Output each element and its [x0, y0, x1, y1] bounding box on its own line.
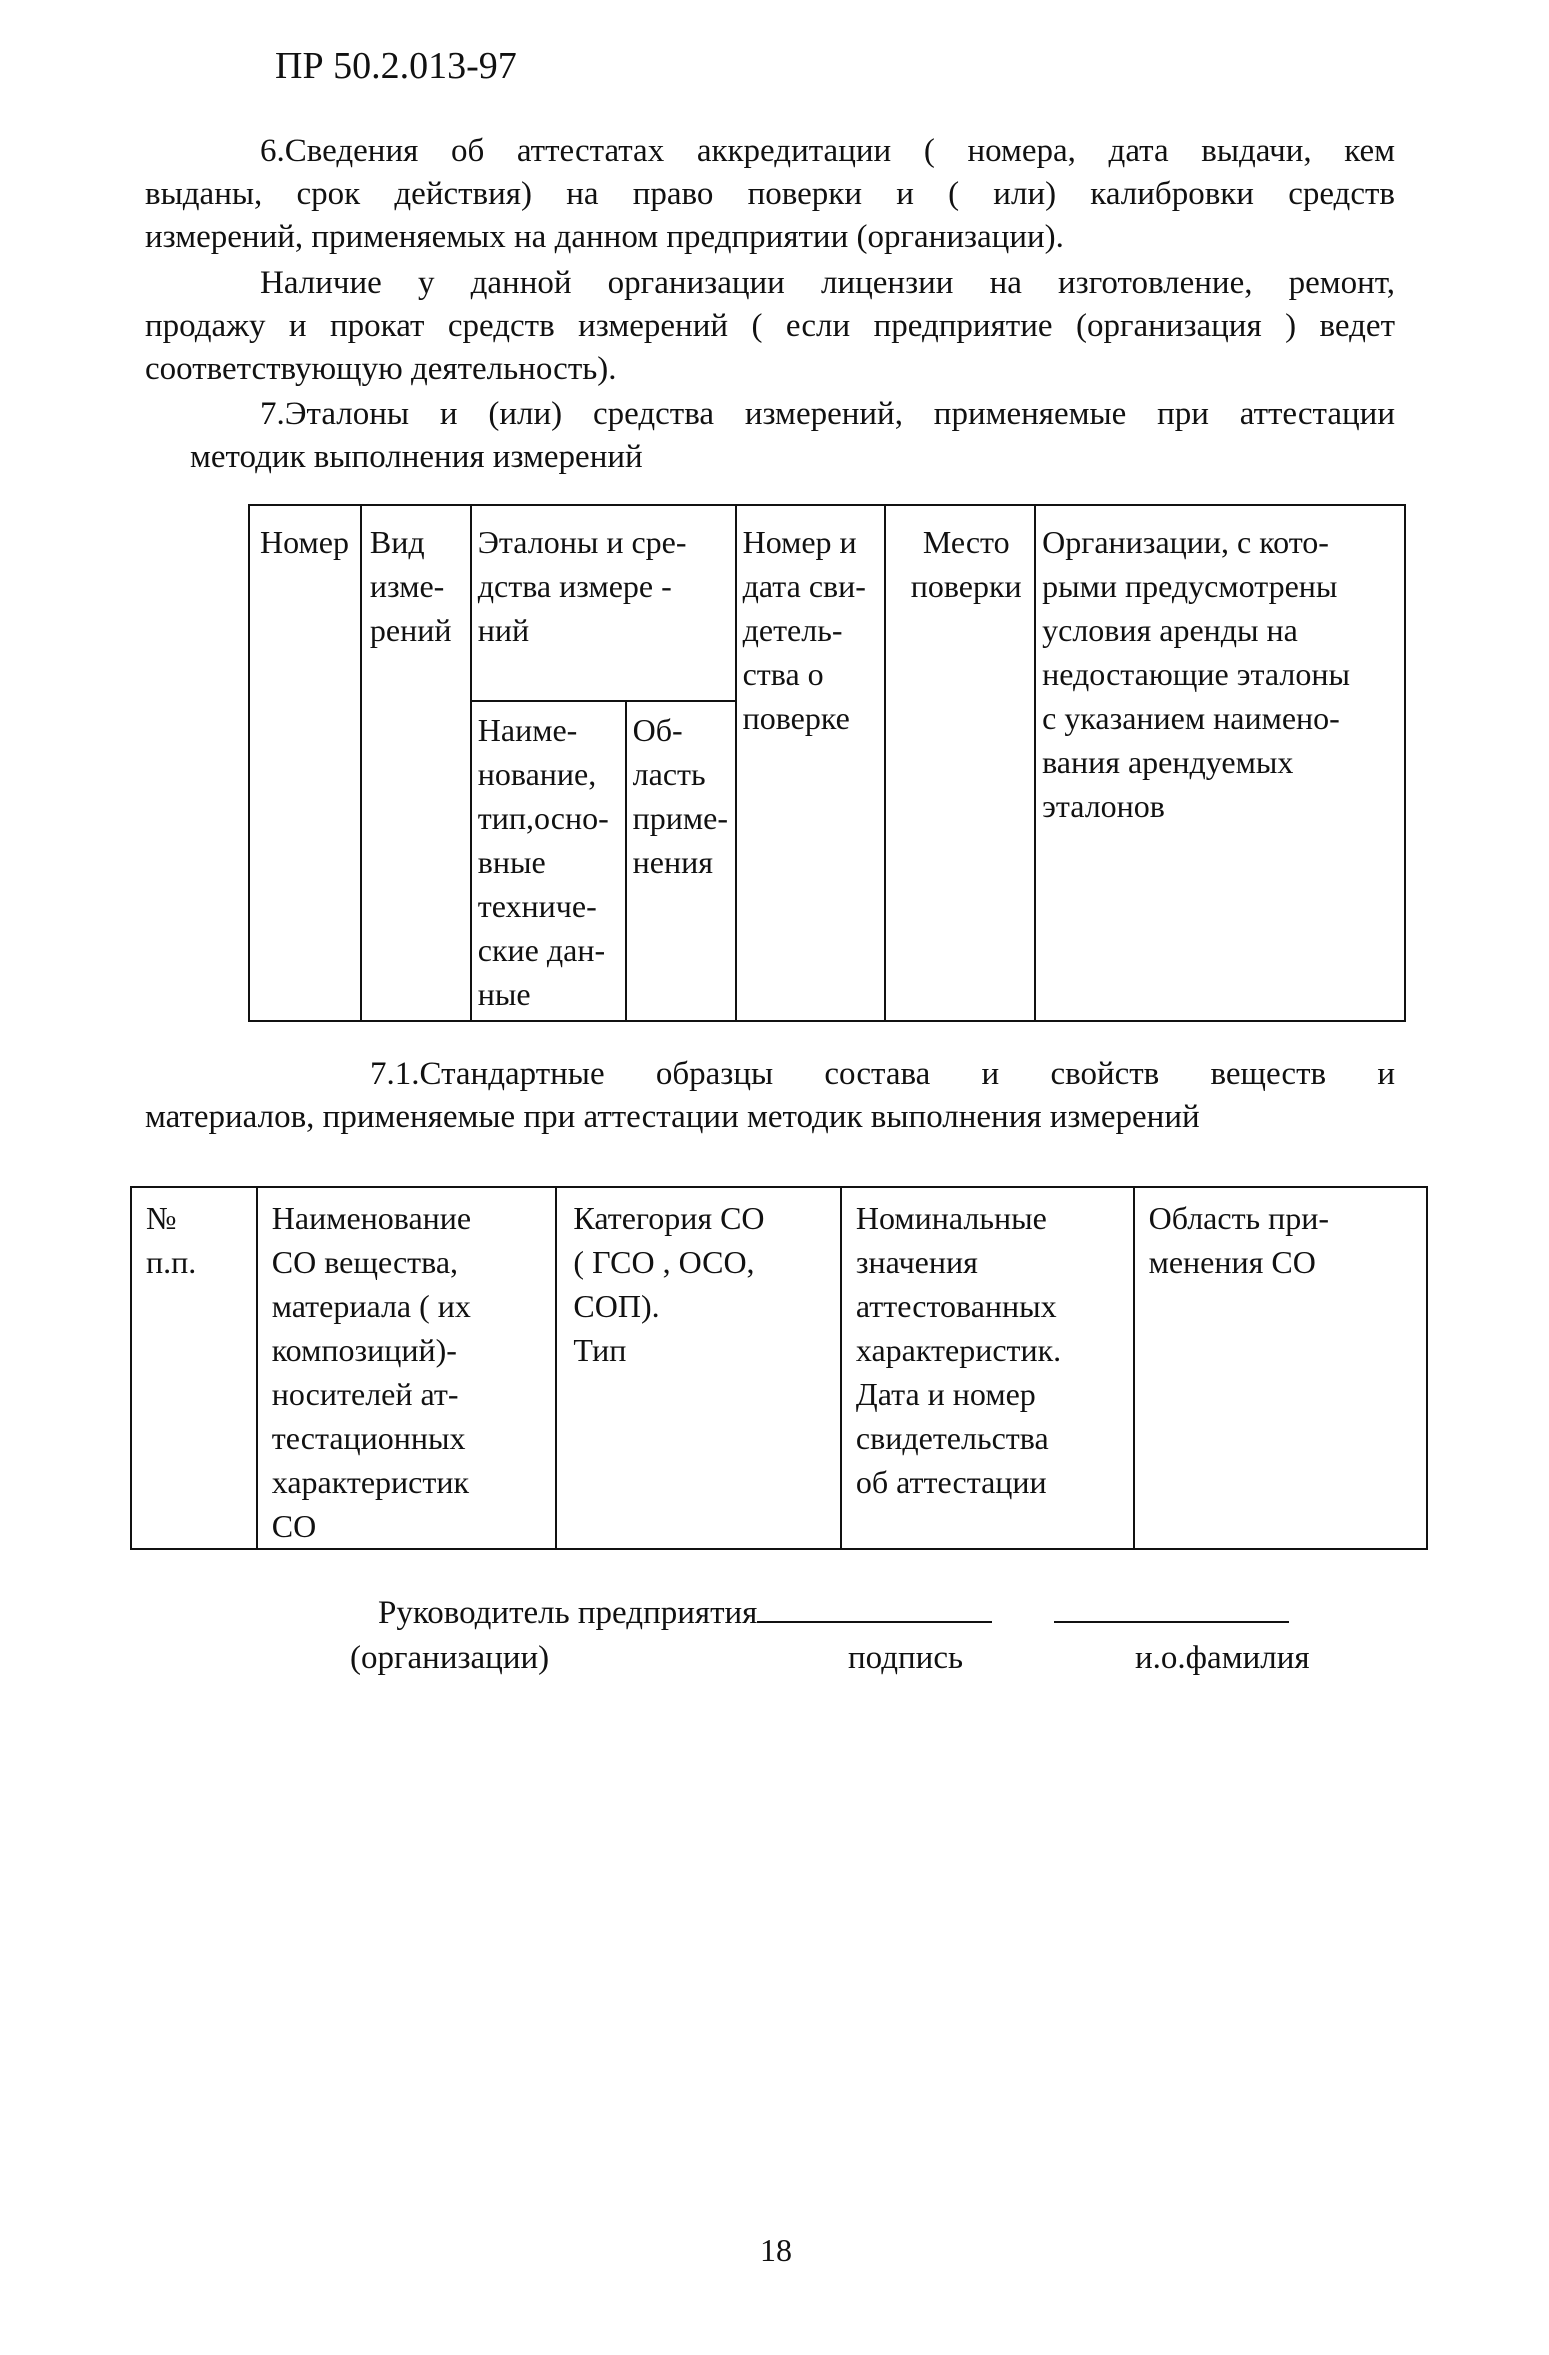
section-7-1-line: материалов, применяемые при аттестации методик выполнения измерений [145, 1099, 1200, 1135]
subheader-application-area: Об- ласть приме- нения [626, 701, 736, 1021]
header-verification-place: Место поверки [885, 505, 1035, 1021]
signature-blank [757, 1591, 992, 1623]
section-7-line: 7.Эталоны и (или) средства измерений, применяемые при аттестации [260, 396, 1395, 432]
header-so-category: Категория СО ( ГСО , ОСО, СОП). Тип [556, 1187, 840, 1549]
section-7-1-paragraph [145, 1053, 1395, 1139]
signature-line-row [378, 1591, 1289, 1635]
header-standards: Эталоны и сре- дства измере - ний [471, 505, 736, 701]
section-6-line: измерений, применяемых на данном предприятии (организации). [145, 219, 1064, 255]
license-line: продажу и прокат средств измерений ( если предприятие (организация ) ведет [145, 308, 1395, 344]
name-caption: и.о.фамилия [1135, 1640, 1310, 1676]
license-paragraph [145, 262, 1395, 391]
header-certificate: Номер и дата сви- детель- ства о поверке [736, 505, 886, 1021]
section-6-line: выданы, срок действия) на право поверки и ( или) калибровки средств [145, 176, 1395, 212]
license-line: соответствующую деятельность). [145, 351, 617, 387]
document-code: ПР 50.2.013-97 [275, 45, 517, 87]
header-application-area: Область при- менения СО [1134, 1187, 1427, 1549]
subheader-name-type: Наиме- нование, тип,осно- вные техниче- ские дан- ные [471, 701, 626, 1021]
page-number: 18 [760, 2232, 792, 2268]
section-6-paragraph [145, 130, 1395, 259]
signature-caption: подпись [848, 1640, 964, 1676]
header-number: Номер [249, 505, 361, 1021]
header-so-name: Наименование СО вещества, материала ( их композиций)- носителей ат- тестационных характеристик СО [257, 1187, 557, 1549]
head-label: Руководитель предприятия [378, 1595, 758, 1631]
header-nominal-values: Номинальные значения аттестованных характеристик. Дата и номер свидетельства об аттестации [841, 1187, 1134, 1549]
name-blank [1054, 1591, 1289, 1623]
standards-table [248, 504, 1406, 1022]
header-measurement-kind: Вид изме- рений [361, 505, 471, 1021]
section-6-line: 6.Сведения об аттестатах аккредитации ( номера, дата выдачи, кем [260, 133, 1395, 169]
org-label: (организации) [350, 1640, 550, 1676]
section-7-line: методик выполнения измерений [190, 439, 643, 475]
license-line: Наличие у данной организации лицензии на изготовление, ремонт, [260, 265, 1395, 301]
reference-materials-table [130, 1186, 1428, 1550]
section-7-1-line: 7.1.Стандартные образцы состава и свойств веществ и [370, 1056, 1395, 1092]
header-rental-organizations: Организации, с кото- рыми предусмотрены условия аренды на недостающие эталоны с указанием наимено- вания арендуемых эталонов [1035, 505, 1405, 1021]
section-7-paragraph [145, 393, 1395, 479]
header-item-number: № п.п. [131, 1187, 257, 1549]
